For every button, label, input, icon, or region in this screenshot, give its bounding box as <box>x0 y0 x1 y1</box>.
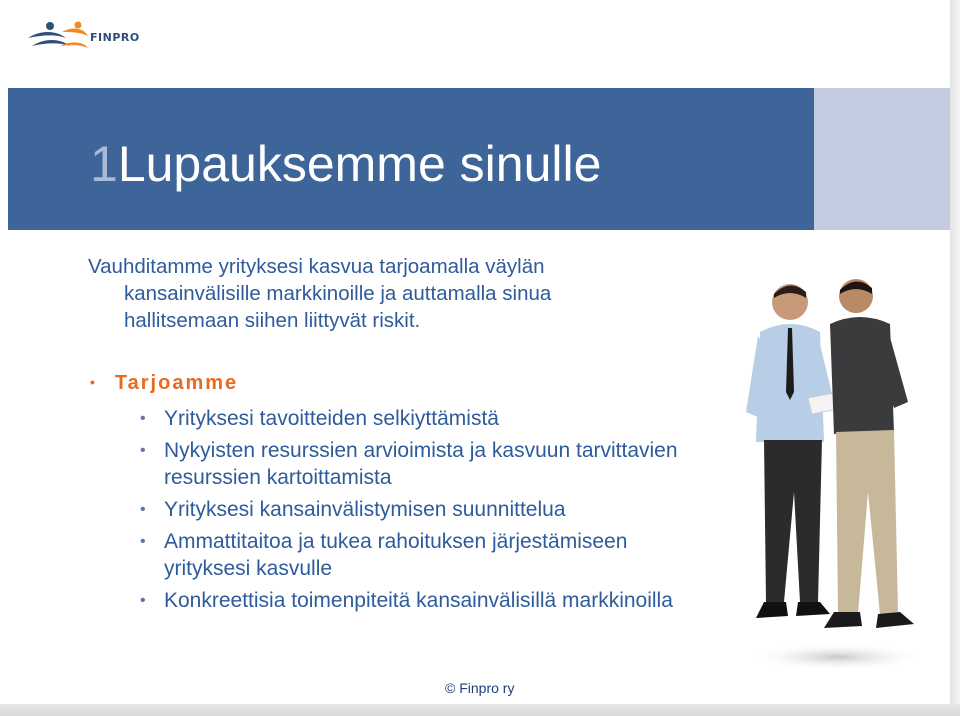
intro-first-line: Vauhditamme yrityksesi kasvua tarjoamalla väylän <box>88 255 545 278</box>
offer-list <box>140 405 700 619</box>
logo-text: FINPRO <box>90 31 140 44</box>
business-people-photo <box>738 272 928 672</box>
list-item: • Ammattitaitoa ja tukea rahoituksen järjestämiseen yrityksesi kasvulle <box>140 528 700 582</box>
right-frame <box>950 0 960 716</box>
page-title <box>90 134 601 194</box>
intro-line-2: kansainvälisille markkinoille ja auttamalla sinua <box>124 282 552 305</box>
title-side-panel <box>814 88 950 230</box>
intro-paragraph <box>88 253 688 334</box>
section-heading <box>90 372 238 395</box>
title-number: 1 <box>90 136 118 192</box>
list-item: • Yrityksesi tavoitteiden selkiyttämistä <box>140 405 700 432</box>
bottom-frame <box>0 704 960 716</box>
intro-line-3: hallitsemaan siihen liittyvät riskit. <box>124 309 421 332</box>
bullet-icon: • <box>90 374 97 390</box>
list-item: • Konkreettisia toimenpiteitä kansainvälisillä markkinoilla <box>140 587 700 614</box>
title-text: Lupauksemme sinulle <box>117 136 602 192</box>
section-heading-text: Tarjoamme <box>114 372 239 394</box>
list-item: • Nykyisten resurssien arvioimista ja kasvuun tarvittavien resurssien kartoittamista <box>140 437 700 491</box>
copyright-footer: © Finpro ry <box>445 680 515 696</box>
list-item: • Yrityksesi kansainvälistymisen suunnittelua <box>140 496 700 523</box>
